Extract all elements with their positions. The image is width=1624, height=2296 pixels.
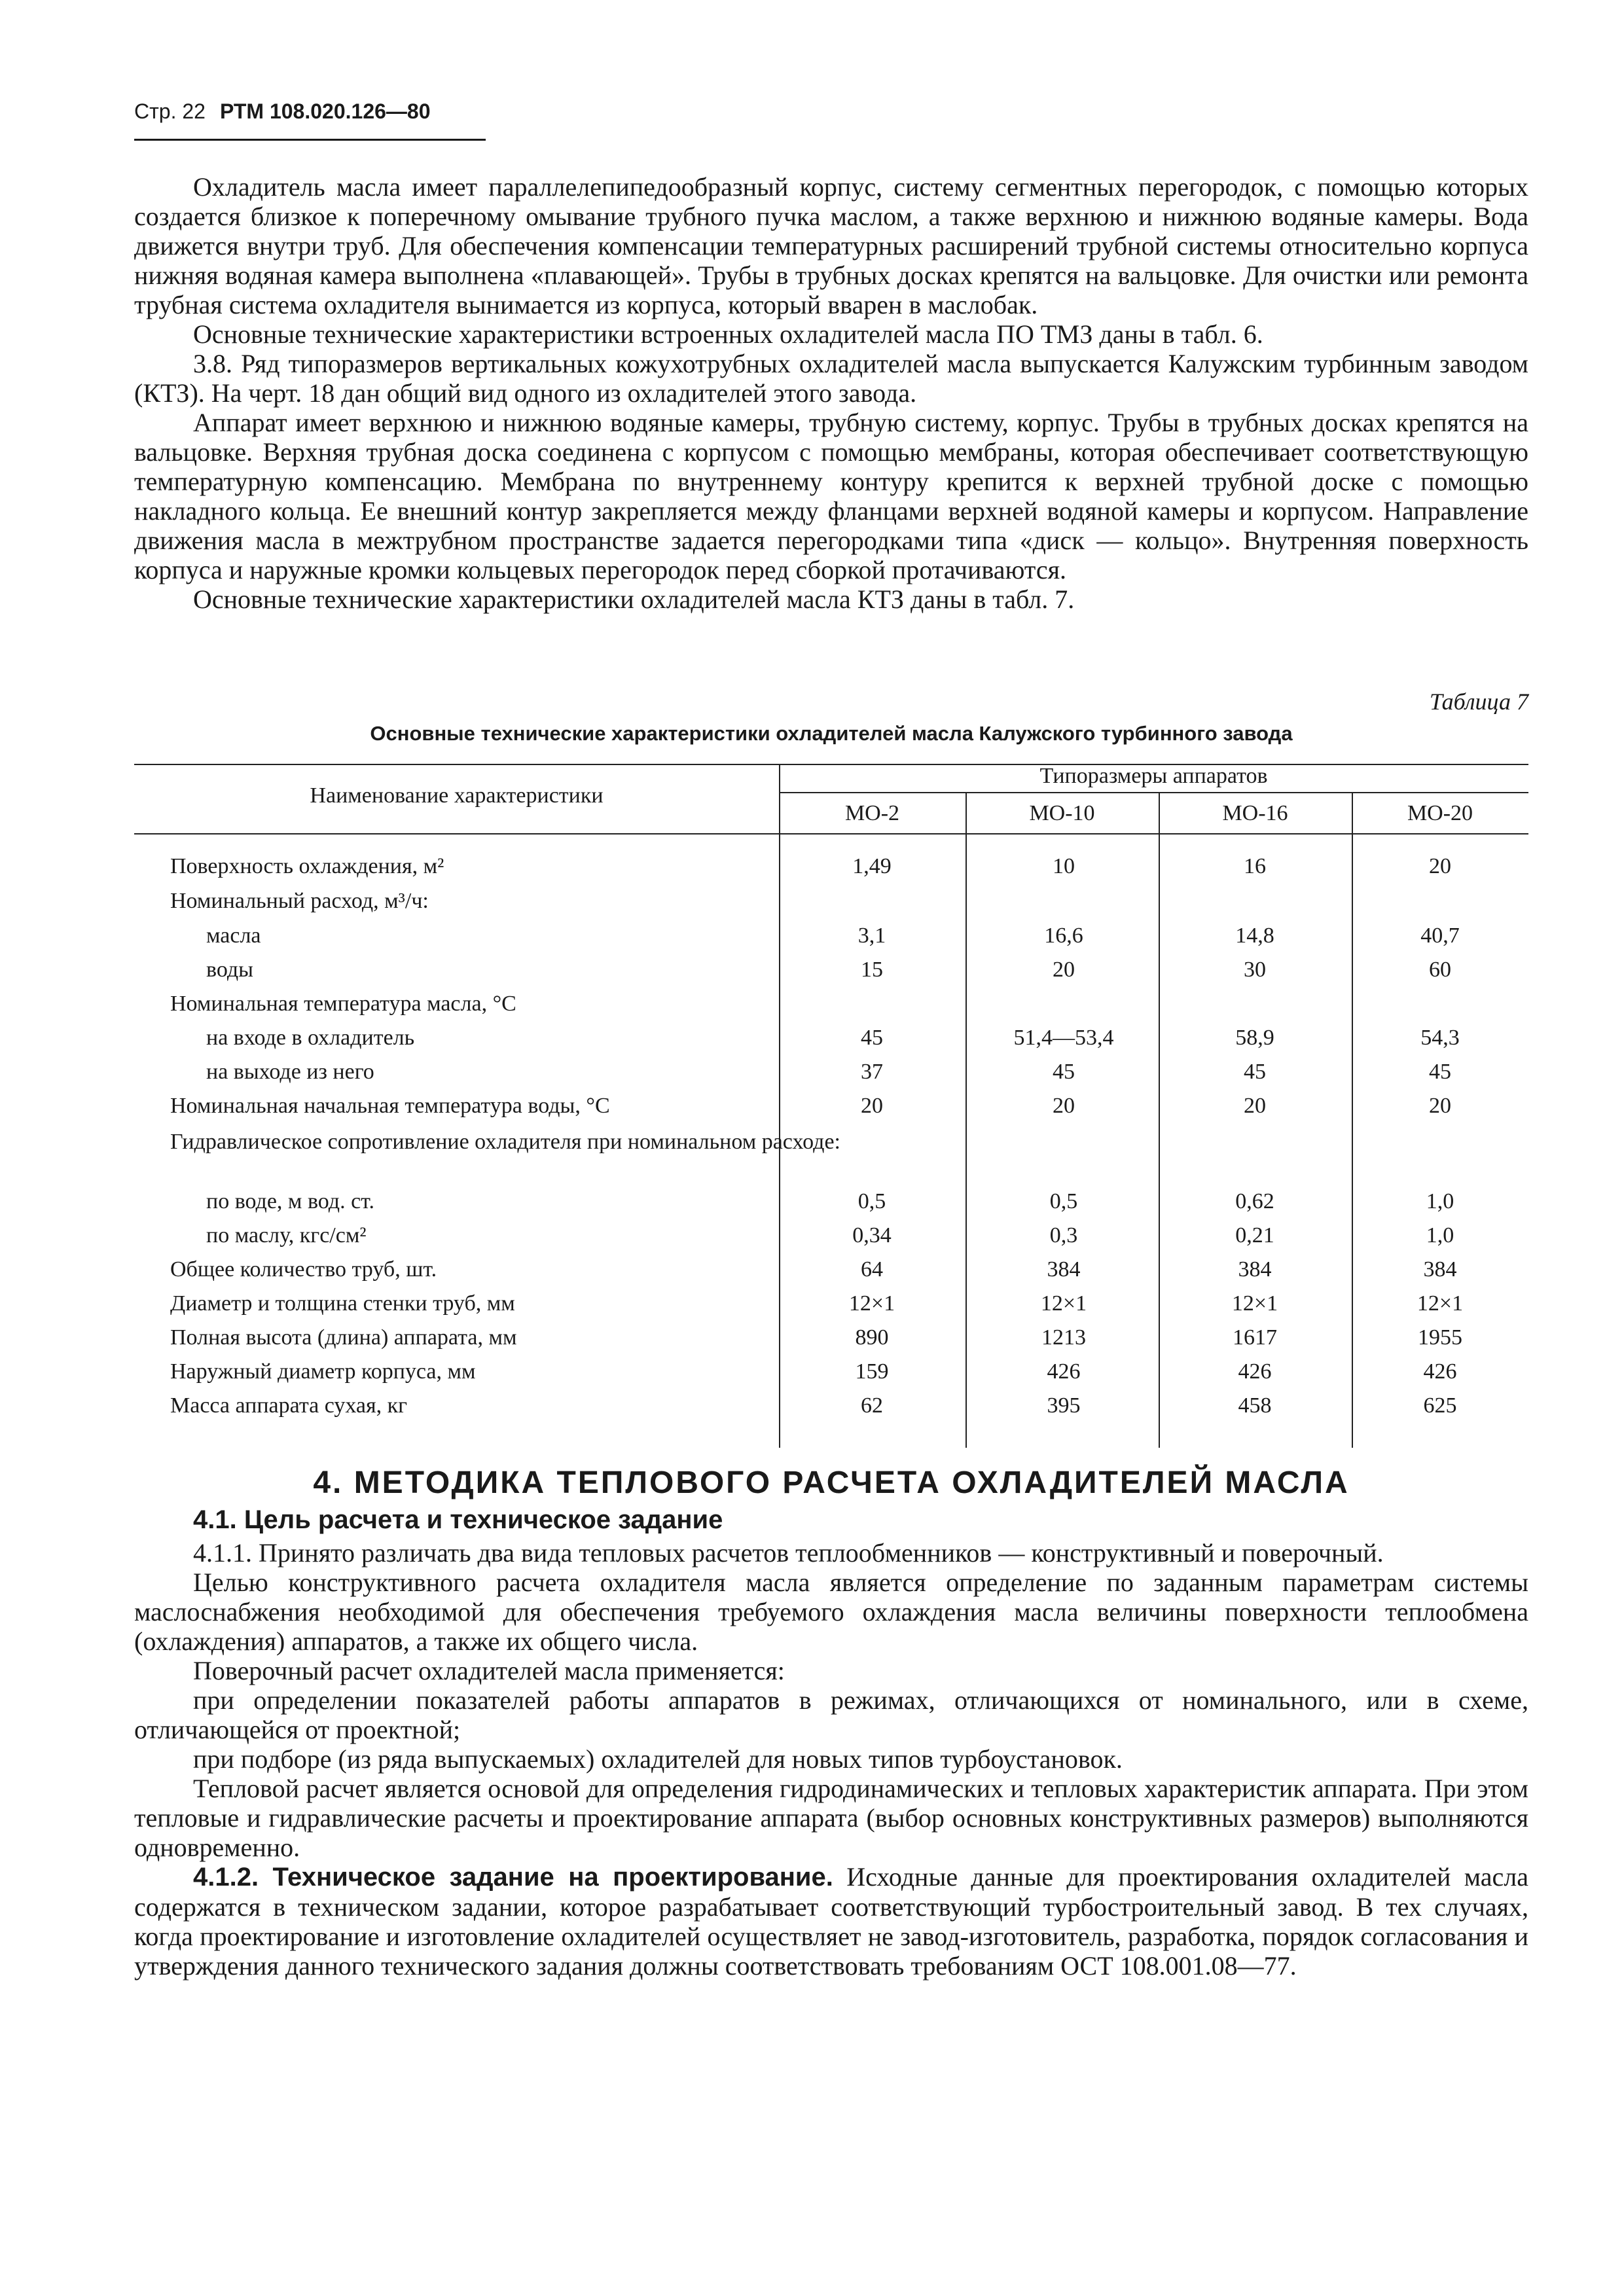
subsection-title: 4.1. Цель расчета и техническое задание (193, 1505, 723, 1534)
paragraph: при определении показателей работы аппаратов в режимах, отличающихся от номинального, или в схеме, отличающейся от проектной; (134, 1685, 1528, 1744)
paragraph: Аппарат имеет верхнюю и нижнюю водяные камеры, трубную систему, корпус. Трубы в трубных досках крепятся на вальцовке. Верхняя трубная доска соединена с корпусом с помощью мембраны, которая обеспечивает соответствующую температурную компенсацию. Мембрана по внутреннему контуру крепится к верхней трубной доске с помощью накладного кольца. Ее внешний контур закрепляется между фланцами верхней водяной камеры и корпусом. Направление движения масла в межтрубном пространстве задается перегородками типа «диск — кольцо». Внутренняя поверхность корпуса и наружные кромки кольцевых перегородок перед сборкой протачиваются. (134, 408, 1528, 584)
cell-value: 14,8 (1235, 924, 1274, 948)
table-row (134, 924, 1528, 952)
row-label: Поверхность охлаждения, м² (170, 854, 444, 878)
section-text (134, 1538, 1528, 1981)
row-label: по маслу, кгс/см² (206, 1223, 367, 1247)
paragraph: Целью конструктивного расчета охладителя масла является определение по заданным параметрам системы маслоснабжения необходимой для обеспечения требуемого охлаждения масла величины поверхности теплообмена (охлаждения) аппаратов, а также их общего числа. (134, 1568, 1528, 1656)
paragraph: при подборе (из ряда выпускаемых) охладителей для новых типов турбоустановок. (193, 1744, 1123, 1774)
cell-value: 12×1 (848, 1291, 895, 1316)
group-header-rule (779, 792, 1528, 793)
cell-value: 0,5 (857, 1189, 886, 1213)
paragraph: Тепловой расчет является основой для определения гидродинамических и тепловых характеристик аппарата. При этом тепловые и гидравлические расчеты и проектирование аппарата (выбор основных конструктивных размеров) выполняются одновременно. (134, 1774, 1528, 1862)
cell-value: 45 (1429, 1060, 1451, 1084)
cell-value: 0,34 (852, 1223, 892, 1247)
table-row (134, 1393, 1528, 1422)
row-label: Номинальный расход, м³/ч: (170, 889, 429, 913)
cell-value: 51,4—53,4 (1013, 1026, 1114, 1050)
row-label: на входе в охладитель (206, 1026, 415, 1050)
paragraph: Основные технические характеристики встроенных охладителей масла ПО ТМЗ даны в табл. 6. (193, 319, 1263, 349)
specs-table (134, 764, 1528, 1448)
cell-value: 20 (861, 1094, 883, 1118)
cell-value: 159 (855, 1359, 889, 1384)
cell-value: 12×1 (1416, 1291, 1464, 1316)
table-row (134, 1223, 1528, 1252)
table-row (134, 1189, 1528, 1218)
cell-value: 45 (1244, 1060, 1266, 1084)
cell-value: 45 (861, 1026, 883, 1050)
cell-value: 384 (1047, 1257, 1081, 1282)
table-row (134, 1026, 1528, 1054)
paragraph-body: Исходные данные для проектирования охладителей масла содержатся в техническом задании, которое разрабатывает соответствующий турбостроительный завод. В тех случаях, когда проектирование и изготовление охладителей осуществляет не завод-изготовитель, разработка, порядок согласования и утверждения данного технического задания должны соответствовать требованиям ОСТ 108.001.08—77. (134, 1862, 1528, 1981)
cell-value: 45 (1053, 1060, 1075, 1084)
cell-value: 0,3 (1049, 1223, 1078, 1247)
table-row (134, 1060, 1528, 1088)
cell-value: 12×1 (1231, 1291, 1278, 1316)
table-row (134, 1359, 1528, 1388)
row-label: масла (206, 924, 261, 948)
cell-value: 37 (861, 1060, 883, 1084)
table-row (134, 1325, 1528, 1354)
cell-value: 384 (1238, 1257, 1272, 1282)
row-label: по воде, м вод. ст. (206, 1189, 374, 1213)
cell-value: 625 (1423, 1393, 1457, 1418)
row-label: на выходе из него (206, 1060, 374, 1084)
cell-value: 58,9 (1235, 1026, 1274, 1050)
row-label: Номинальная температура масла, °С (170, 992, 516, 1016)
paragraph-4-1-2 (134, 1862, 1528, 1981)
table-row (134, 1130, 1528, 1159)
table-row (134, 992, 1528, 1020)
table-row (134, 1094, 1528, 1122)
cell-value: 458 (1238, 1393, 1272, 1418)
page-header (134, 99, 486, 141)
intro-text (134, 172, 1528, 614)
cell-value: 20 (1053, 958, 1075, 982)
cell-value: 1213 (1041, 1325, 1086, 1350)
cell-value: 890 (855, 1325, 889, 1350)
table-row (134, 854, 1528, 883)
cell-value: 12×1 (1040, 1291, 1087, 1316)
cell-value: 10 (1053, 854, 1075, 878)
table-row (134, 958, 1528, 986)
cell-value: 3,1 (857, 924, 886, 948)
cell-value: 15 (861, 958, 883, 982)
table-row (134, 1257, 1528, 1286)
page-number: Стр. 22 (134, 99, 206, 123)
table-row (134, 889, 1528, 918)
row-label: Номинальная начальная температура воды, °С (170, 1094, 610, 1118)
paragraph: Основные технические характеристики охладителей масла КТЗ даны в табл. 7. (193, 584, 1075, 614)
row-label: воды (206, 958, 253, 982)
cell-value: 426 (1423, 1359, 1457, 1384)
table-caption: Таблица 7 (1429, 689, 1528, 715)
cell-value: 1,0 (1426, 1189, 1454, 1213)
cell-value: 1,49 (852, 854, 892, 878)
column-group-header: Типоразмеры аппаратов (1039, 764, 1268, 788)
table-row (134, 1291, 1528, 1320)
paragraph: 4.1.1. Принято различать два вида тепловых расчетов теплообменников — конструктивный и поверочный. (193, 1538, 1384, 1568)
row-label: Гидравлическое сопротивление охладителя при номинальном расходе: (170, 1130, 841, 1154)
row-label: Диаметр и толщина стенки труб, мм (170, 1291, 515, 1316)
cell-value: 20 (1053, 1094, 1075, 1118)
model-header: МО-16 (1222, 801, 1288, 825)
section-title: 4. МЕТОДИКА ТЕПЛОВОГО РАСЧЕТА ОХЛАДИТЕЛЕЙ МАСЛА (313, 1465, 1350, 1500)
cell-value: 16 (1244, 854, 1266, 878)
cell-value: 0,21 (1235, 1223, 1274, 1247)
cell-value: 1,0 (1426, 1223, 1454, 1247)
cell-value: 64 (861, 1257, 883, 1282)
model-header: МО-10 (1029, 801, 1095, 825)
document-code: РТМ 108.020.126—80 (219, 99, 431, 123)
cell-value: 20 (1429, 1094, 1451, 1118)
cell-value: 1955 (1418, 1325, 1462, 1350)
header-bottom-rule (134, 833, 1528, 834)
paragraph-heading: 4.1.2. Техническое задание на проектирование. (193, 1863, 833, 1892)
table-title: Основные технические характеристики охладителей масла Калужского турбинного завода (370, 722, 1293, 745)
row-label: Наружный диаметр корпуса, мм (170, 1359, 476, 1384)
paragraph: Охладитель масла имеет параллелепипедообразный корпус, систему сегментных перегородок, с помощью которых создается близкое к поперечному омывание трубного пучка маслом, а также верхнюю и нижнюю водяные камеры. Вода движется внутри труб. Для обеспечения компенсации температурных расширений трубной системы относительно корпуса нижняя водяная камера выполнена «плавающей». Трубы в трубных досках крепятся на вальцовке. Для очистки или ремонта трубная система охладителя вынимается из корпуса, который вварен в маслобак. (134, 172, 1528, 319)
cell-value: 1617 (1233, 1325, 1277, 1350)
cell-value: 20 (1429, 854, 1451, 878)
row-label: Масса аппарата сухая, кг (170, 1393, 408, 1418)
column-header-name: Наименование характеристики (310, 783, 604, 808)
cell-value: 54,3 (1420, 1026, 1460, 1050)
cell-value: 20 (1244, 1094, 1266, 1118)
cell-value: 426 (1047, 1359, 1081, 1384)
cell-value: 40,7 (1420, 924, 1460, 948)
cell-value: 30 (1244, 958, 1266, 982)
cell-value: 395 (1047, 1393, 1081, 1418)
cell-value: 16,6 (1044, 924, 1083, 948)
row-label: Общее количество труб, шт. (170, 1257, 437, 1282)
cell-value: 0,62 (1235, 1189, 1274, 1213)
cell-value: 384 (1423, 1257, 1457, 1282)
row-label: Полная высота (длина) аппарата, мм (170, 1325, 517, 1350)
cell-value: 0,5 (1049, 1189, 1078, 1213)
model-header: МО-20 (1407, 801, 1473, 825)
paragraph: 3.8. Ряд типоразмеров вертикальных кожухотрубных охладителей масла выпускается Калужским турбинным заводом (КТЗ). На черт. 18 дан общий вид одного из охладителей этого завода. (134, 349, 1528, 408)
cell-value: 62 (861, 1393, 883, 1418)
model-header: МО-2 (844, 801, 900, 825)
cell-value: 60 (1429, 958, 1451, 982)
paragraph: Поверочный расчет охладителей масла применяется: (193, 1656, 785, 1685)
cell-value: 426 (1238, 1359, 1272, 1384)
